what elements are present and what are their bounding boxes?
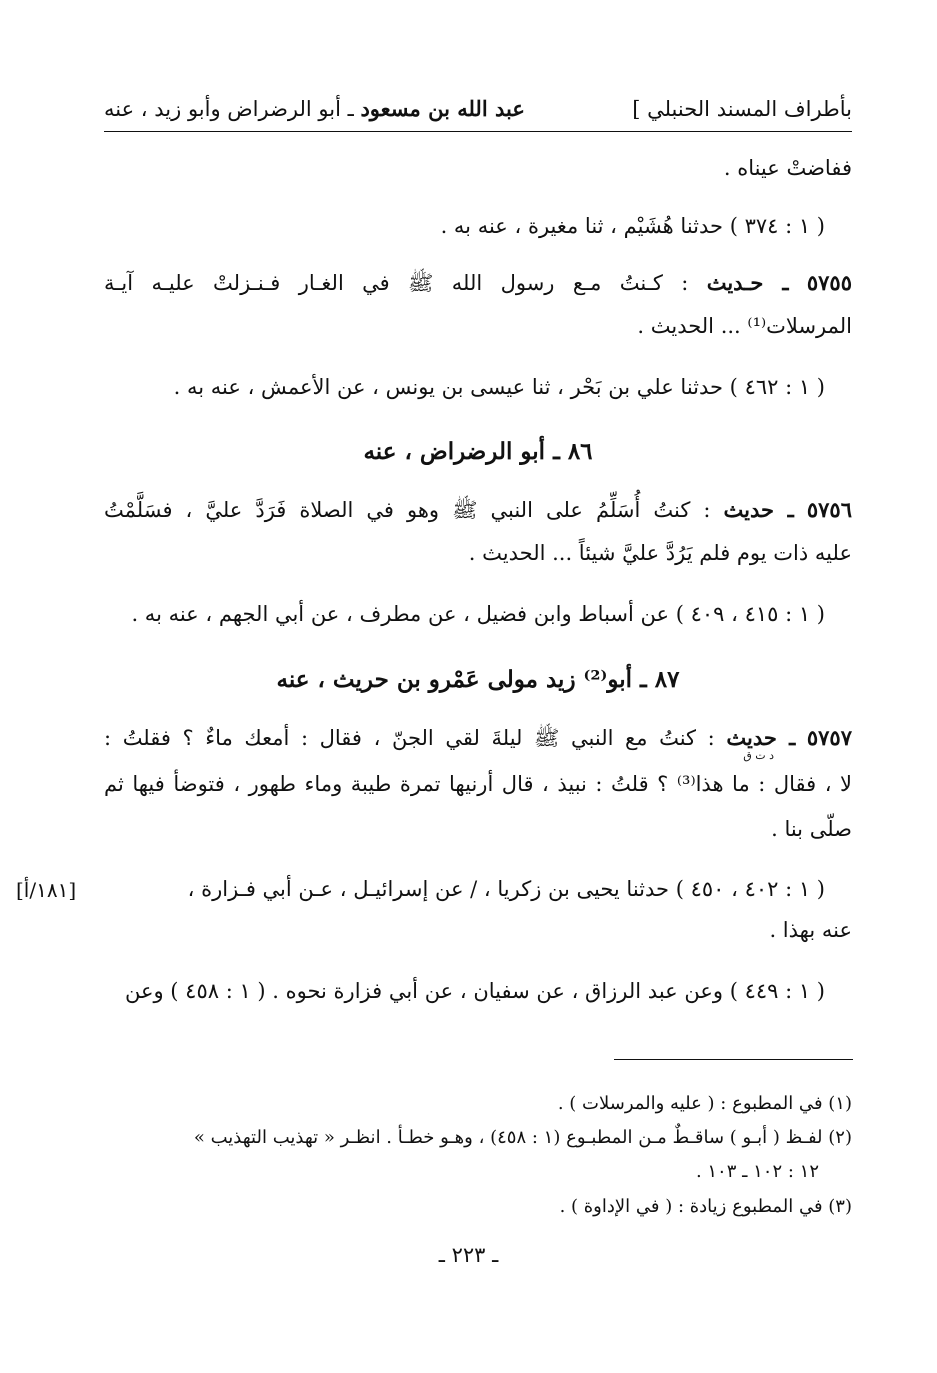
hadith-number: ٥٧٥٧ — [806, 725, 852, 750]
margin-folio-marker: [١٨١/أ] — [16, 878, 77, 902]
isnad-line: ( ١ : ٤٠٢ ، ٤٥٠ ) حدثنا يحيى بن زكريا ، / عن إسرائيـل ، عـن أبي فـزارة ، — [187, 877, 825, 901]
hadith-5755-line-1 — [104, 270, 852, 296]
header-section-ref — [104, 96, 525, 121]
isnad-line: ( ١ : ٤١٥ ، ٤٠٩ ) عن أسباط وابن فضيل ، عن مطرف ، عن أبي الجهم ، عنه به . — [131, 602, 825, 626]
footnote-2-continued: ١٢ : ١٠٢ ـ ١٠٣ . — [695, 1161, 819, 1182]
hadith-sigla: د ت ق — [743, 749, 774, 762]
header-rule — [104, 131, 852, 132]
isnad-line-continued: عنه بهذا . — [769, 918, 852, 942]
hadith-5756-line-1 — [104, 497, 852, 523]
footnote-2: (٢) لفـظ ( أبـو ) ساقـطٌ مـن المطبـوع (١ : ٤٥٨) ، وهـو خطـأ . انظـر « تهذيب التهذيب » — [193, 1127, 852, 1148]
header-section-ref-rest: ـ أبو الرضراض وأبو زيد ، عنه — [104, 97, 361, 121]
hadith-5757-line-2: لا ، فقال : ما هذا⁽³⁾ ؟ قلتُ : نبيذ ، قال أرنيها تمرة طيبة وماء طهور ، فتوضأ فيها ثم — [104, 772, 852, 796]
footnote-rule — [614, 1059, 853, 1060]
hadith-5756-line-2: عليه ذات يوم فلم يَرُدَّ عليَّ شيئاً ... الحديث . — [468, 541, 852, 565]
footnote-3: (٣) في المطبوع زيادة : ( في الإداوة ) . — [559, 1196, 852, 1217]
section-heading-86: ٨٦ ـ أبو الرضراض ، عنه — [363, 438, 593, 465]
isnad-line: ( ١ : ٤٤٩ ) وعن عبد الرزاق ، عن سفيان ، عن أبي فزارة نحوه . ( ١ : ٤٥٨ ) وعن — [124, 979, 825, 1003]
isnad-line: ( ١ : ٣٧٤ ) حدثنا هُشَيْم ، ثنا مغيرة ، عنه به . — [440, 214, 825, 238]
header-book-title: بأطراف المسند الحنبلي ] — [632, 97, 852, 121]
hadith-text: : كـنتُ مـع رسول الله ﷺ في الغـار فـنـزلتْ عليـه آيـة — [104, 271, 689, 295]
hadith-number: ٥٧٥٦ — [806, 497, 852, 522]
footnote-1: (١) في المطبوع : ( عليه والمرسلات ) . — [557, 1093, 852, 1114]
text-line: ففاضتْ عيناه . — [723, 156, 852, 180]
page-number: ـ ٢٢٣ ـ — [438, 1243, 499, 1267]
isnad-line: ( ١ : ٤٦٢ ) حدثنا علي بن بَحْر ، ثنا عيسى بن يونس ، عن الأعمش ، عنه به . — [173, 375, 825, 399]
running-header — [104, 96, 852, 121]
hadith-label: ـ حديث — [723, 497, 794, 522]
hadith-number: ٥٧٥٥ — [806, 270, 852, 295]
hadith-text: : كنتُ أُسَلِّمُ على النبي ﷺ وهو في الصلاة فَرَدَّ عليَّ ، فسَلَّمْتُ — [104, 498, 711, 522]
hadith-label: ـ حـديث — [706, 270, 789, 295]
hadith-5757-line-3: صلّى بنا . — [771, 817, 852, 841]
hadith-5757-line-1 — [104, 725, 852, 751]
hadith-label: ـ حديث — [726, 725, 796, 750]
section-heading-87: ٨٧ ـ أبو⁽²⁾ زيد مولى عَمْرو بن حريث ، عنه — [276, 666, 680, 693]
hadith-text: : كنتُ مع النبي ﷺ ليلةَ لقي الجنّ ، فقال : أمعك ماءٌ ؟ فقلتُ : — [104, 726, 715, 750]
header-section-ref-bold: عبد الله بن مسعود — [360, 96, 525, 121]
hadith-5755-line-2: المرسلات⁽¹⁾ ... الحديث . — [637, 314, 852, 338]
